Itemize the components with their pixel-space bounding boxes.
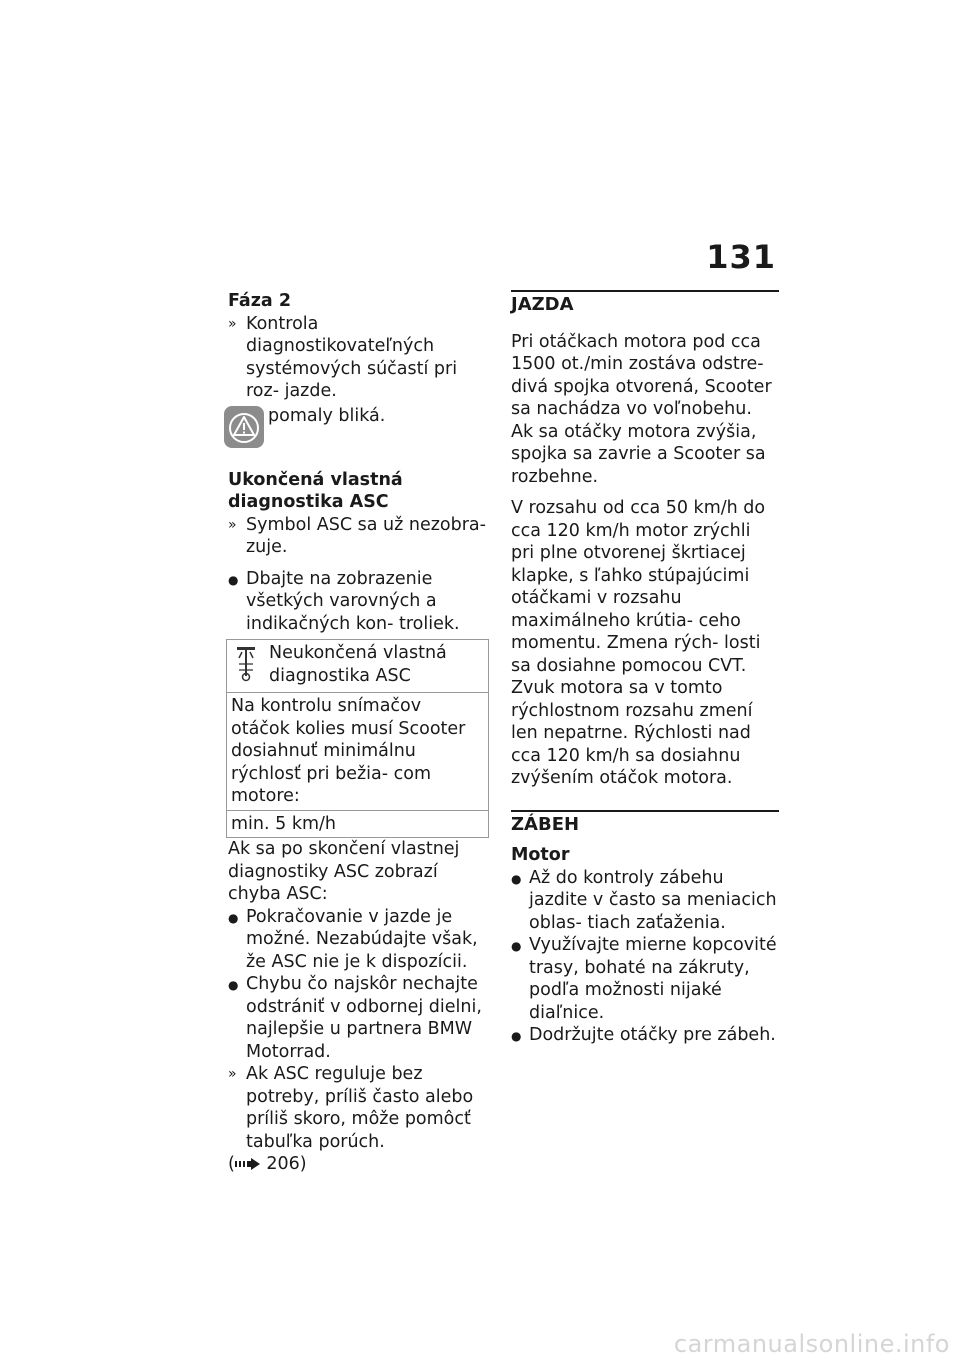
- asc-indicator-icon: [235, 646, 259, 682]
- zabeh-bullet-3-text: Dodržujte otáčky pre zábeh.: [529, 1025, 776, 1045]
- ukoncena-bullet: [228, 568, 490, 636]
- bullet-a: [228, 906, 490, 974]
- ref-page: 206): [266, 1154, 307, 1174]
- bullet-marker: ●: [228, 910, 239, 925]
- faza-item: [228, 313, 490, 403]
- asc-box-title: Neukončená vlastná diagnostika ASC: [269, 643, 447, 686]
- warning-light-text: pomaly bliká.: [268, 405, 386, 426]
- zabeh-title: ZÁBEH: [511, 810, 779, 837]
- bullet-a-text: Pokračovanie v jazde je možné. Nezabúdajte však, že ASC nie je k dispozícii.: [246, 906, 478, 972]
- zabeh-bullet-2-text: Využívajte mierne kopcovité trasy, bohaté na zákruty, podľa možnosti nijaké diaľnice.: [529, 935, 777, 1023]
- warning-light-line: [228, 403, 490, 455]
- ukoncena-item-text: Symbol ASC sa už nezobra- zuje.: [246, 514, 486, 557]
- ukoncena-title: Ukončená vlastná diagnostika ASC: [228, 469, 403, 512]
- bullet-marker: ●: [511, 939, 522, 953]
- faza-title: Fáza 2: [228, 291, 292, 311]
- faza-item-text: Kontrola diagnostikovateľných systémových súčastí pri roz- jazde.: [246, 313, 458, 401]
- arrow-marker: »: [228, 516, 237, 533]
- last-item-text: Ak ASC reguluje bez potreby, príliš často alebo príliš skoro, môže pomôcť tabuľka porúch.: [246, 1064, 474, 1152]
- bullet-marker: ●: [228, 572, 239, 587]
- bullet-b-text: Chybu čo najskôr nechajte odstrániť v odbornej dielni, najlepšie u partnera BMW Motorrad.: [246, 974, 482, 1062]
- zabeh-bullet-1: [511, 867, 779, 935]
- page-reference: [228, 1153, 490, 1176]
- last-item: [228, 1063, 490, 1153]
- ukoncena-item: [228, 514, 490, 559]
- motor-title: Motor: [511, 845, 570, 865]
- bullet-b: [228, 973, 490, 1063]
- bullet-marker: ●: [511, 1029, 522, 1043]
- jazda-paragraph-1: Pri otáčkach motora pod cca 1500 ot./min zostáva odstre- divá spojka otvorená, Scooter sa nachádza vo voľnobehu. Ak sa otáčky motora zvýšia, spojka sa zavrie a Scooter sa rozbehne.: [511, 331, 772, 487]
- page-reference-arrow-icon: [235, 1158, 261, 1170]
- bullet-marker: ●: [511, 871, 522, 886]
- asc-info-box: [226, 639, 489, 838]
- bullet-marker: ●: [228, 978, 239, 992]
- page-number: 131: [706, 238, 776, 276]
- zabeh-bullet-2: [511, 934, 779, 1024]
- left-column: [228, 290, 490, 1176]
- arrow-marker: »: [228, 315, 237, 332]
- jazda-paragraph-2: V rozsahu od cca 50 km/h do cca 120 km/h motor zrýchli pri plne otvorenej škrtiacej klapke, s ľahko stúpajúcimi otáčkami v rozsahu maximálneho krútia- ceho momentu. Zmena rých- losti sa dosiahne pomocou CVT. Zvuk motora sa v tomto rýchlostnom rozsahu zmení len nepatrne. Rýchlosti nad cca 120 km/h sa dosiahnu zvýšením otáčok motora.: [511, 498, 766, 788]
- arrow-marker: »: [228, 1066, 237, 1082]
- warning-triangle-icon: [223, 405, 265, 449]
- jazda-title: JAZDA: [511, 290, 779, 317]
- right-column: [511, 290, 779, 1047]
- after-box-text: Ak sa po skončení vlastnej diagnostiky ASC zobrazí chyba ASC:: [228, 839, 460, 904]
- watermark: carmanualsonline.info: [673, 1330, 950, 1358]
- asc-box-value: min. 5 km/h: [231, 813, 336, 834]
- ukoncena-bullet-text: Dbajte na zobrazenie všetkých varovných a indikačných kon- troliek.: [246, 568, 460, 634]
- asc-box-body: Na kontrolu snímačov otáčok kolies musí Scooter dosiahnuť minimálnu rýchlosť pri bežia- com motore:: [227, 693, 488, 811]
- zabeh-bullet-1-text: Až do kontroly zábehu jazdite v často sa meniacich oblas- tiach zaťaženia.: [529, 867, 777, 933]
- zabeh-bullet-3: [511, 1024, 779, 1047]
- ref-open: (: [228, 1154, 235, 1174]
- asc-box-header: [227, 640, 488, 693]
